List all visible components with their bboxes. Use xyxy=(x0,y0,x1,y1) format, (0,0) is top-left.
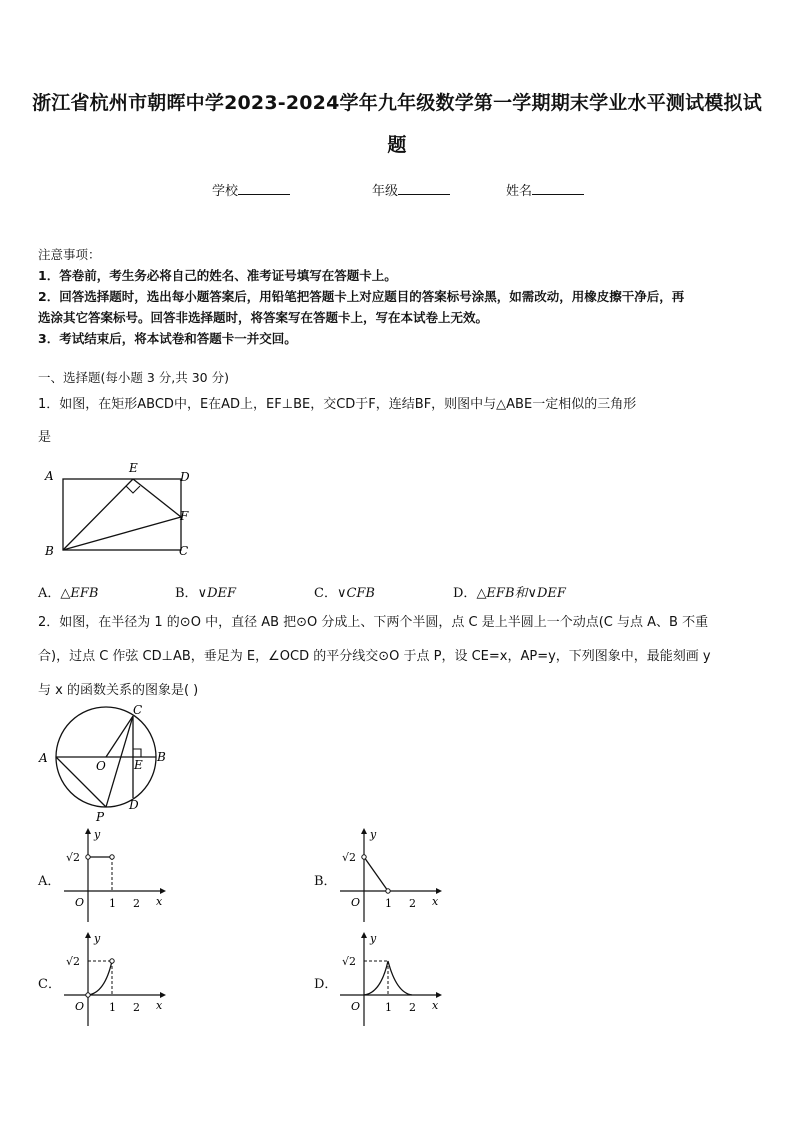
segment-be xyxy=(63,479,133,550)
tick-label: 1 xyxy=(109,1001,116,1014)
option-key: A． xyxy=(38,586,61,601)
x-axis-label: x xyxy=(156,999,163,1012)
name-blank xyxy=(532,182,584,195)
label-c: C xyxy=(179,544,189,558)
segment-oc xyxy=(106,716,133,757)
x-axis-label: x xyxy=(156,895,163,908)
tick-label: 2 xyxy=(133,1001,140,1014)
segment-cp xyxy=(106,716,133,807)
end-point xyxy=(362,855,366,859)
tick-label: √2 xyxy=(342,955,357,968)
x-axis-label: x xyxy=(432,895,439,908)
origin-label: O xyxy=(75,1000,85,1013)
grade-field xyxy=(372,180,450,199)
label-e: E xyxy=(134,758,143,772)
tick-label: 2 xyxy=(133,897,140,910)
option-d-graph[interactable] xyxy=(336,930,451,1030)
notice-item: 3．考试结束后，将本试卷和答题卡一并交回。 xyxy=(38,331,297,346)
tick-label: 1 xyxy=(109,897,116,910)
notice-item: 选涂其它答案标号。回答非选择题时，将答案写在答题卡上，写在本试卷上无效。 xyxy=(38,310,489,325)
origin-label: O xyxy=(351,896,361,909)
q1-option-a[interactable] xyxy=(38,582,98,601)
tick-label: √2 xyxy=(66,955,81,968)
grade-blank xyxy=(398,182,450,195)
question-1-figure xyxy=(40,460,200,565)
label-e: E xyxy=(129,461,138,475)
option-text: △EFB和∨DEF xyxy=(476,586,566,601)
right-angle-mark xyxy=(133,749,141,757)
notice-item: 1．答卷前，考生务必将自己的姓名、准考证号填写在答题卡上。 xyxy=(38,268,397,283)
question-2-line: 与 x 的函数关系的图象是( ) xyxy=(38,683,199,698)
option-c-graph[interactable] xyxy=(60,930,175,1030)
end-point xyxy=(110,855,114,859)
graph-curve xyxy=(88,961,112,995)
x-axis-label: x xyxy=(432,999,439,1012)
school-field xyxy=(212,180,290,199)
label-d: D xyxy=(180,470,190,484)
y-axis-arrow xyxy=(361,828,367,834)
label-c: C xyxy=(133,703,143,717)
q1-option-c[interactable] xyxy=(314,582,375,601)
option-a-graph[interactable] xyxy=(60,826,175,926)
tick-label: √2 xyxy=(66,851,81,864)
label-a: A xyxy=(39,751,48,765)
option-text: ∨DEF xyxy=(197,586,237,601)
question-2-stem xyxy=(38,606,760,708)
label-o: O xyxy=(96,759,106,773)
option-key: B． xyxy=(175,586,198,601)
end-point xyxy=(110,959,114,963)
question-1-stem xyxy=(38,388,760,454)
x-axis-arrow xyxy=(160,888,166,894)
label-b: B xyxy=(45,544,54,558)
tick-label: 1 xyxy=(385,897,392,910)
school-blank xyxy=(238,182,290,195)
q2-option-a[interactable]: A． xyxy=(38,874,61,889)
label-p: P xyxy=(96,810,105,824)
option-text: △EFB xyxy=(60,586,99,601)
y-axis-label: y xyxy=(370,932,377,945)
section-heading: 一、选择题(每小题 3 分,共 30 分) xyxy=(38,370,229,385)
x-axis-arrow xyxy=(160,992,166,998)
question-2-line: 合)，过点 C 作弦 CD⊥AB，垂足为 E，∠OCD 的平分线交⊙O 于点 P，设 CE=x，AP=y，下列图象中，最能刻画 y xyxy=(38,649,711,664)
notice-block xyxy=(38,244,684,349)
option-text: ∨CFB xyxy=(336,586,375,601)
label-d: D xyxy=(129,798,139,812)
notice-item: 2．回答选择题时，选出每小题答案后，用铅笔把答题卡上对应题目的答案标号涂黑，如需改动，用橡皮擦干净后，再 xyxy=(38,289,685,304)
question-2-figure xyxy=(36,702,176,824)
q1-option-d[interactable] xyxy=(453,582,566,601)
origin-label: O xyxy=(75,896,85,909)
segment-ef xyxy=(133,479,181,517)
page-title-continued: 题 xyxy=(387,134,407,156)
y-axis-arrow xyxy=(85,932,91,938)
option-key: C． xyxy=(314,586,337,601)
q2-option-d[interactable]: D． xyxy=(314,977,338,992)
label-f: F xyxy=(180,509,189,523)
end-point xyxy=(86,993,90,997)
x-axis-arrow xyxy=(436,992,442,998)
y-axis-label: y xyxy=(94,932,101,945)
y-axis-label: y xyxy=(94,828,101,841)
right-angle-mark xyxy=(126,486,140,493)
question-1-line: 是 xyxy=(38,430,52,445)
y-axis-label: y xyxy=(370,828,377,841)
page-title: 浙江省杭州市朝晖中学2023-2024学年九年级数学第一学期期末学业水平测试模拟试 xyxy=(32,92,762,114)
question-2-line: 2．如图，在半径为 1 的⊙O 中，直径 AB 把⊙O 分成上、下两个半圆，点 C 是上半圆上一个动点(C 与点 A、B 不重 xyxy=(38,615,709,630)
option-b-graph[interactable] xyxy=(336,826,451,926)
end-point xyxy=(386,889,390,893)
label-b: B xyxy=(157,750,166,764)
school-label: 学校 xyxy=(212,184,239,199)
origin-label: O xyxy=(351,1000,361,1013)
y-axis-arrow xyxy=(361,932,367,938)
q1-option-b[interactable] xyxy=(175,582,236,601)
label-a: A xyxy=(45,469,54,483)
graph-curve xyxy=(364,857,388,891)
notice-heading: 注意事项： xyxy=(38,247,101,262)
tick-label: 1 xyxy=(385,1001,392,1014)
option-key: D． xyxy=(453,586,477,601)
name-field xyxy=(506,180,584,199)
tick-label: 2 xyxy=(409,897,416,910)
grade-label: 年级 xyxy=(372,184,399,199)
segment-bf xyxy=(63,517,181,550)
q2-option-c[interactable]: C． xyxy=(38,977,61,992)
x-axis-arrow xyxy=(436,888,442,894)
name-label: 姓名 xyxy=(506,184,533,199)
q2-option-b[interactable]: B． xyxy=(314,874,337,889)
end-point xyxy=(86,855,90,859)
tick-label: 2 xyxy=(409,1001,416,1014)
y-axis-arrow xyxy=(85,828,91,834)
question-1-line: 1．如图，在矩形ABCD中，E在AD上，EF⊥BE，交CD于F，连结BF，则图中与△ABE一定相似的三角形 xyxy=(38,397,637,412)
tick-label: √2 xyxy=(342,851,357,864)
